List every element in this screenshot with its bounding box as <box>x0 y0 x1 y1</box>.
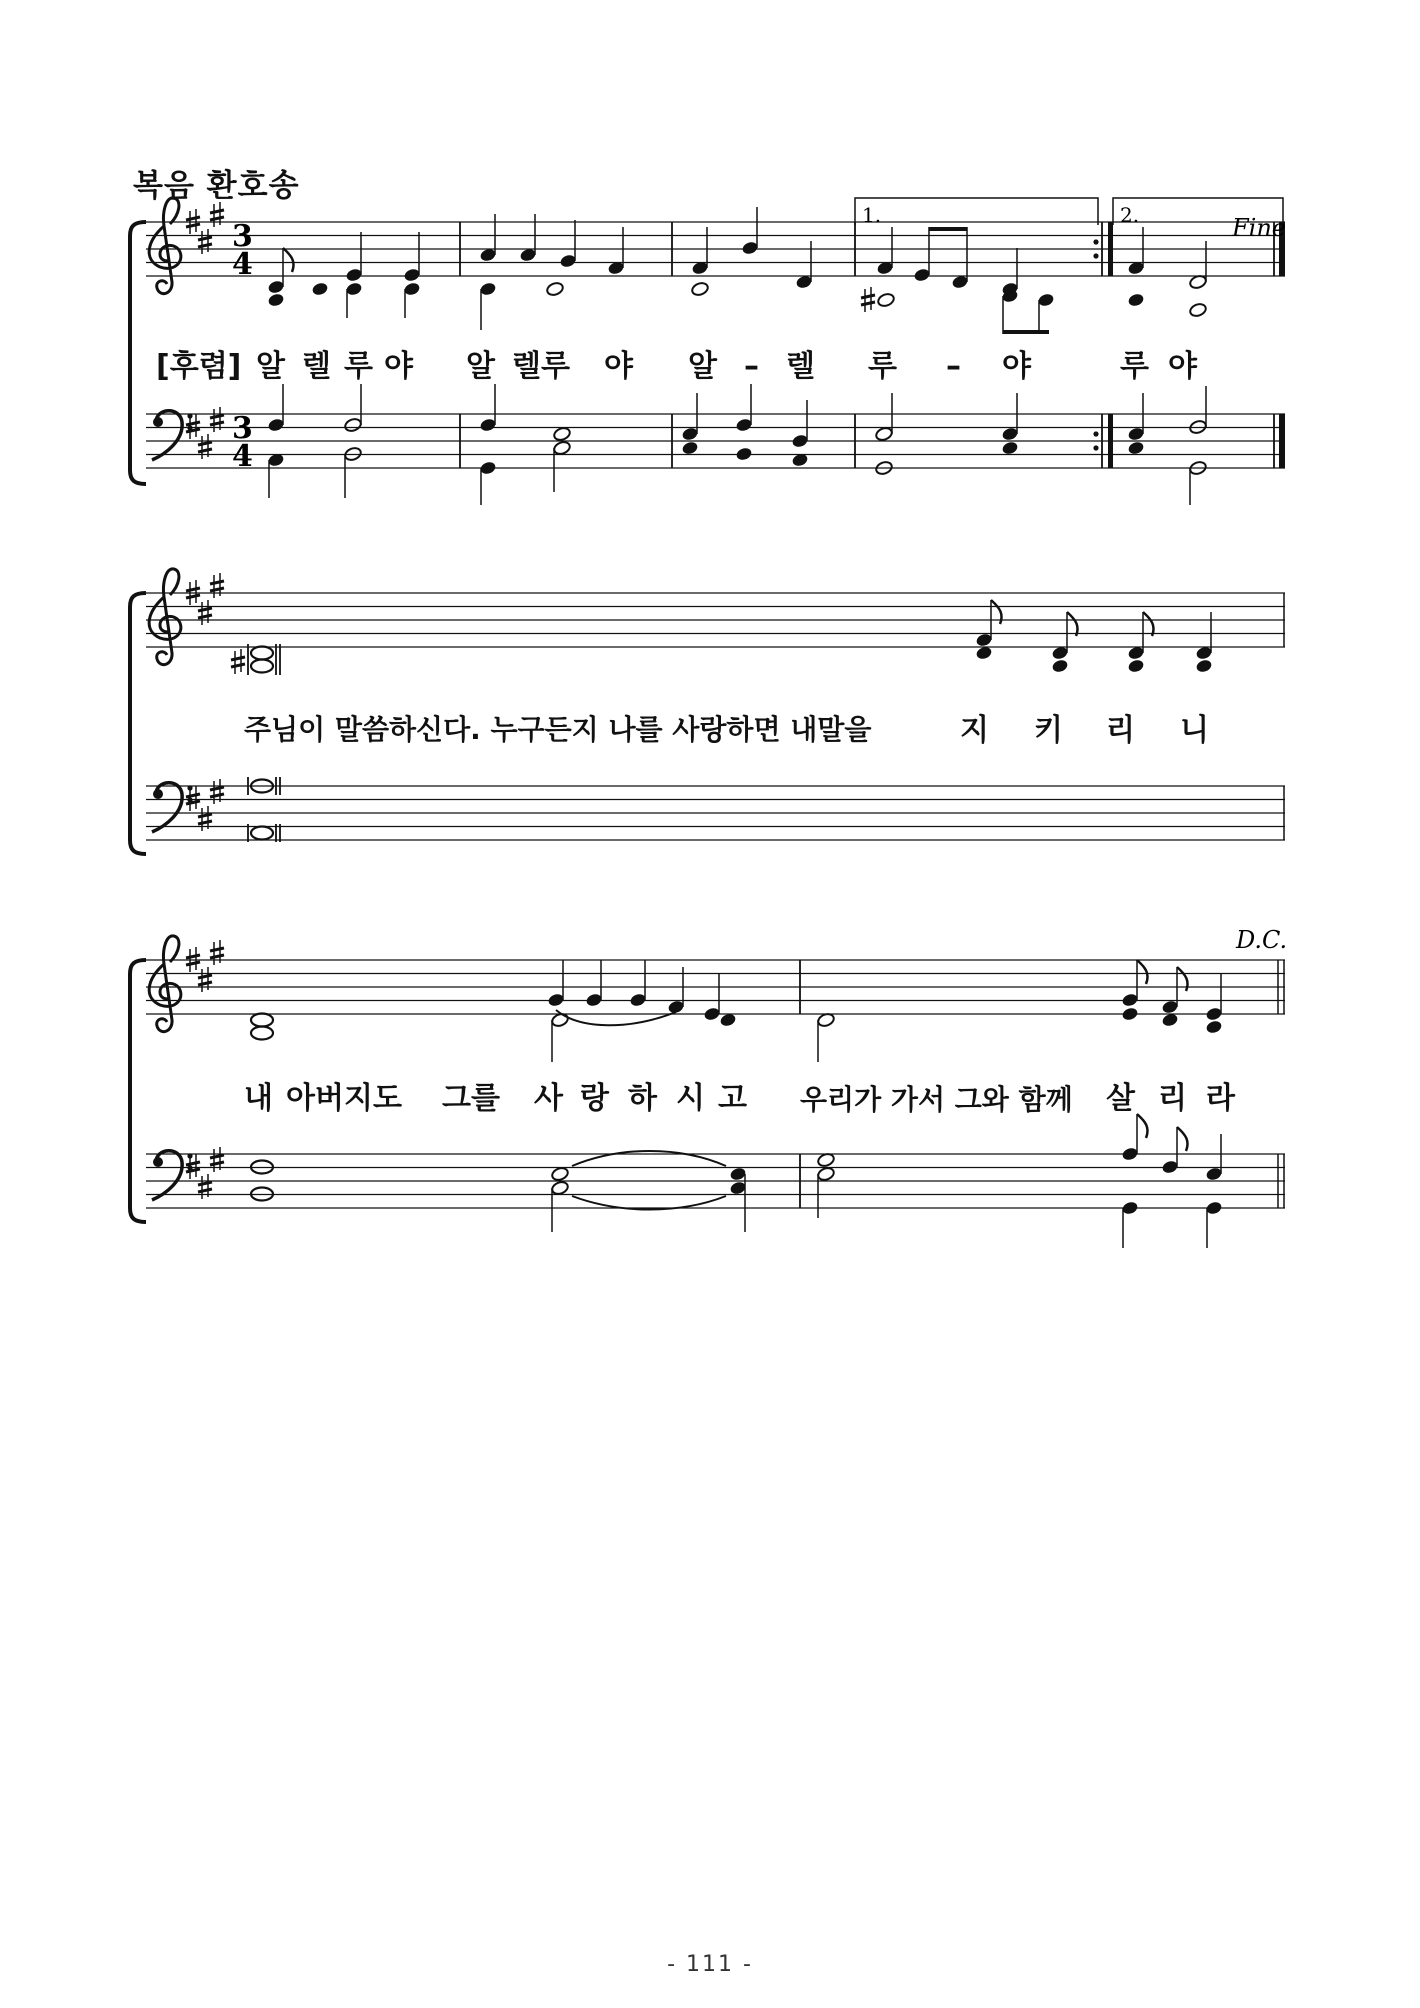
lyric-syllable: 야 <box>1002 349 1031 384</box>
lyric-syllable: 라 <box>1206 1081 1235 1116</box>
lyric-syllable: 리 <box>1158 1081 1187 1116</box>
treble-notes <box>975 600 1213 674</box>
lyric-syllable: 니 <box>1180 713 1209 748</box>
lyric-syllable: 랑 <box>580 1081 609 1116</box>
system-2 <box>130 569 1285 854</box>
time-signature-top: 3 <box>232 219 253 254</box>
lyric-syllable: 하 <box>628 1081 657 1116</box>
lyric-syllable: 리 <box>1106 713 1135 748</box>
breve-chord <box>231 644 280 675</box>
lyric-syllable: 야 <box>1168 349 1197 384</box>
lyric-dash: – <box>744 349 759 384</box>
lyric-syllable: 고 <box>718 1081 747 1116</box>
treble-notes <box>267 207 1207 334</box>
volta-1-label: 1. <box>862 203 882 227</box>
page-number: - 111 - <box>667 1952 753 1977</box>
lyric-syllable: 렐루 <box>512 349 570 384</box>
lyric-syllable: 야 <box>604 349 633 384</box>
volta-2-label: 2. <box>1120 203 1140 227</box>
lyric-syllable: 그를 <box>442 1081 500 1116</box>
lyric-syllable: 시 <box>676 1081 705 1116</box>
lyric-refrain-label: [후렴] <box>156 349 242 384</box>
time-signature-top: 3 <box>232 411 253 446</box>
fine-marking: Fine <box>1232 214 1286 242</box>
time-signature-bottom: 4 <box>232 247 253 282</box>
lyric-syllable: 렐 <box>302 349 331 384</box>
lyric-recitation: 주님이 말씀하신다. 누구든지 나를 사랑하면 내말을 <box>244 713 872 746</box>
lyric-syllable: 아버지도 <box>286 1081 402 1116</box>
lyric-syllable: 루 <box>868 349 897 384</box>
lyric-syllable: 사 <box>534 1081 563 1116</box>
breve-chord <box>248 777 280 842</box>
lyric-syllable: 알 <box>688 349 717 384</box>
lyric-dash: – <box>946 349 961 384</box>
lyric-syllable: 살 <box>1106 1081 1135 1116</box>
lyric-syllable: 루 <box>1120 349 1149 384</box>
treble-notes <box>251 960 1223 1062</box>
page-title: 복음 환호송 <box>133 168 300 204</box>
lyric-recitation: 우리가 가서 그와 함께 <box>800 1083 1073 1116</box>
dc-marking: D.C. <box>1236 926 1288 954</box>
lyric-syllable: 지 <box>960 713 989 748</box>
lyric-syllable: 루 <box>344 349 373 384</box>
lyric-syllable: 내 <box>244 1081 273 1116</box>
time-signature-bottom: 4 <box>232 439 253 474</box>
lyric-syllable: 알 <box>466 349 495 384</box>
lyric-syllable: 키 <box>1034 713 1063 748</box>
bass-notes <box>267 384 1207 505</box>
lyric-syllable: 알 <box>256 349 285 384</box>
lyric-syllable: 야 <box>384 349 413 384</box>
lyric-syllable: 렐 <box>786 349 815 384</box>
